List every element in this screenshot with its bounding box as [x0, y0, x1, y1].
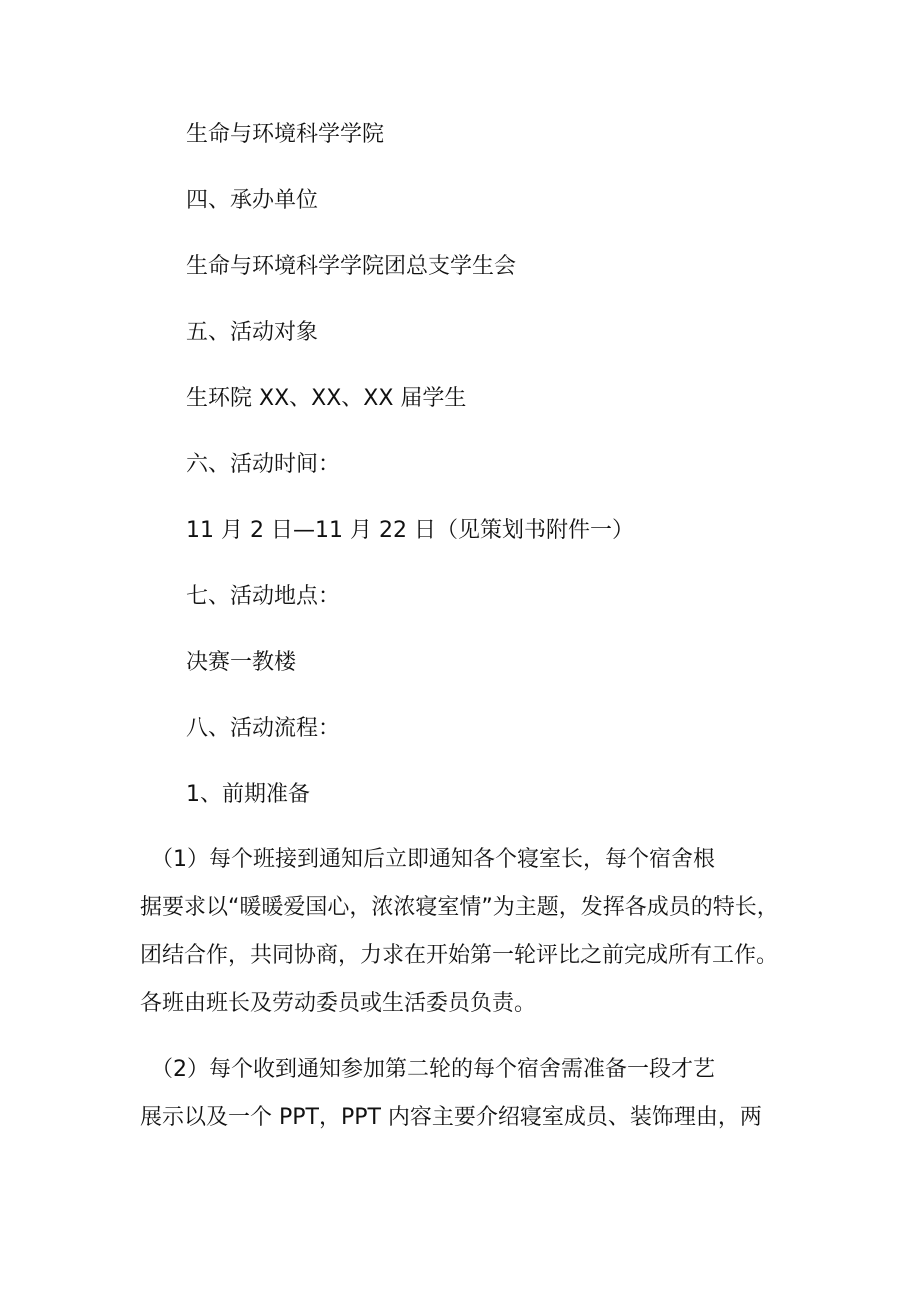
text-line-participants: 生环院 XX、XX、XX 届学生 [186, 386, 467, 411]
heading-preparation: 1、前期准备 [186, 782, 310, 807]
heading-organizer: 四、承办单位 [186, 188, 319, 213]
paragraph-line: 据要求以“暖暖爱国心，浓浓寝室情”为主题，发挥各成员的特长， [140, 895, 779, 920]
paragraph-preparation-2 [140, 1046, 790, 1142]
text-line-time: 11 月 2 日—11 月 22 日（见策划书附件一） [186, 518, 634, 543]
paragraph-line: 团结合作，共同协商，力求在开始第一轮评比之前完成所有工作。 [140, 943, 779, 968]
text-line-college: 生命与环境科学学院 [186, 122, 385, 147]
text-line-organizer: 生命与环境科学学院团总支学生会 [186, 254, 517, 279]
paragraph-line: 各班由班长及劳动委员或生活委员负责。 [140, 991, 537, 1016]
text-line-location: 决赛一教楼 [186, 650, 297, 675]
paragraph-line: （1）每个班接到通知后立即通知各个寝室长，每个宿舍根 [140, 847, 715, 872]
heading-location: 七、活动地点： [186, 584, 341, 609]
paragraph-line: 展示以及一个 PPT，PPT 内容主要介绍寝室成员、装饰理由，两 [140, 1105, 762, 1130]
heading-time: 六、活动时间： [186, 452, 341, 477]
paragraph-preparation-1 [140, 836, 790, 1028]
heading-process: 八、活动流程： [186, 716, 341, 741]
heading-participants: 五、活动对象 [186, 320, 319, 345]
paragraph-line: （2）每个收到通知参加第二轮的每个宿舍需准备一段才艺 [140, 1057, 715, 1082]
